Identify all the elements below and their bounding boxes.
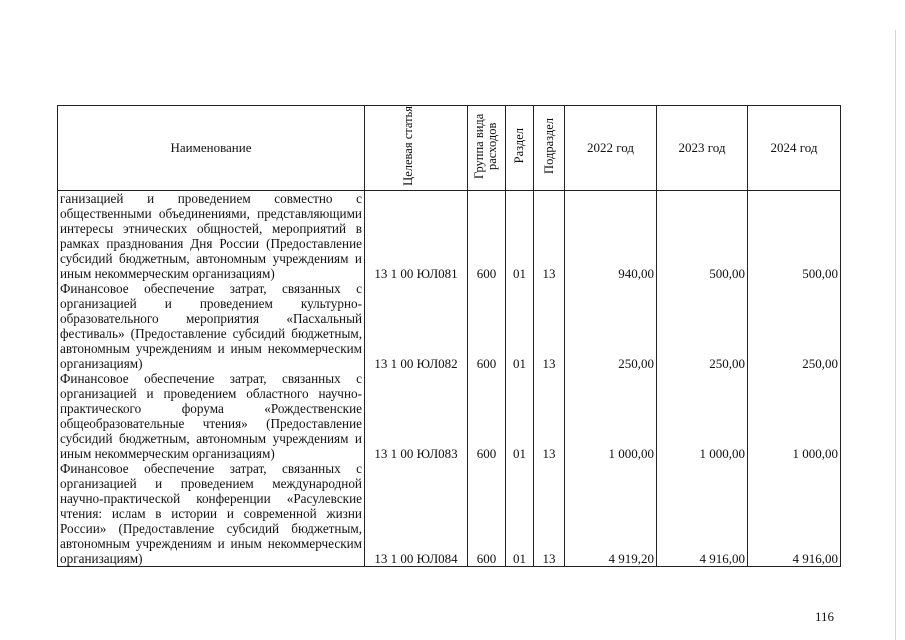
row-2024: 250,00 (748, 281, 841, 371)
row-group: 600 (468, 371, 506, 461)
row-section: 01 (506, 281, 534, 371)
row-article: 13 1 00 ЮЛ083 (365, 371, 468, 461)
header-2023: 2023 год (657, 106, 748, 191)
row-subsection: 13 (534, 461, 565, 567)
row-2022: 1 000,00 (565, 371, 657, 461)
row-2022: 4 919,20 (565, 461, 657, 567)
page-edge-line (895, 30, 896, 640)
row-2023: 4 916,00 (657, 461, 748, 567)
row-2023: 1 000,00 (657, 371, 748, 461)
row-section: 01 (506, 371, 534, 461)
header-article: Целевая статья (401, 106, 415, 186)
table-row (58, 190, 841, 281)
row-2023: 250,00 (657, 281, 748, 371)
page-number: 116 (815, 609, 835, 624)
row-section: 01 (506, 190, 534, 281)
row-section: 01 (506, 461, 534, 567)
header-2024: 2024 год (748, 106, 841, 191)
table-header-row (58, 106, 841, 191)
header-subsection: Подраздел (541, 117, 556, 174)
row-2024: 4 916,00 (748, 461, 841, 567)
table-row (58, 461, 841, 567)
row-name: Финансовое обеспечение затрат, связанных с организацией и проведением культурно-образовательного мероприятия «Пасхальный фестиваль» (Предоставление субсидий бюджетным, автономным учреждениям и иным некоммерческим организациям) (58, 281, 365, 371)
table-row (58, 371, 841, 461)
table-row (58, 281, 841, 371)
row-subsection: 13 (534, 190, 565, 281)
row-2024: 500,00 (748, 190, 841, 281)
row-2022: 250,00 (565, 281, 657, 371)
row-article: 13 1 00 ЮЛ082 (365, 281, 468, 371)
row-2024: 1 000,00 (748, 371, 841, 461)
header-2022: 2022 год (565, 106, 657, 191)
row-name: Финансовое обеспечение затрат, связанных с организацией и проведением международной научно-практической конференции «Расулевские чтения: ислам в истории и современной жизни России» (Предоставление субсидий бюджетным, автономным учреждениям и иным некоммерческим организациям) (58, 461, 365, 567)
row-subsection: 13 (534, 281, 565, 371)
header-group: Группа вида расходов (471, 113, 499, 179)
row-2022: 940,00 (565, 190, 657, 281)
row-2023: 500,00 (657, 190, 748, 281)
header-name: Наименование (58, 106, 365, 191)
row-subsection: 13 (534, 371, 565, 461)
row-name: ганизацией и проведением совместно с общественными объединениями, представляющими интересы этнических общностей, мероприятий в рамках празднования Дня России (Предоставление субсидий бюджетным, автономным учреждениям и иным некоммерческим организациям) (58, 190, 365, 281)
row-group: 600 (468, 281, 506, 371)
row-name: Финансовое обеспечение затрат, связанных с организацией и проведением областного научно-практического форума «Рождественские общеобразовательные чтения» (Предоставление субсидий бюджетным, автономным учреждениям и иным некоммерческим организациям) (58, 371, 365, 461)
header-section: Раздел (512, 128, 526, 164)
row-article: 13 1 00 ЮЛ081 (365, 190, 468, 281)
row-group: 600 (468, 190, 506, 281)
budget-table (57, 105, 841, 567)
row-article: 13 1 00 ЮЛ084 (365, 461, 468, 567)
row-group: 600 (468, 461, 506, 567)
